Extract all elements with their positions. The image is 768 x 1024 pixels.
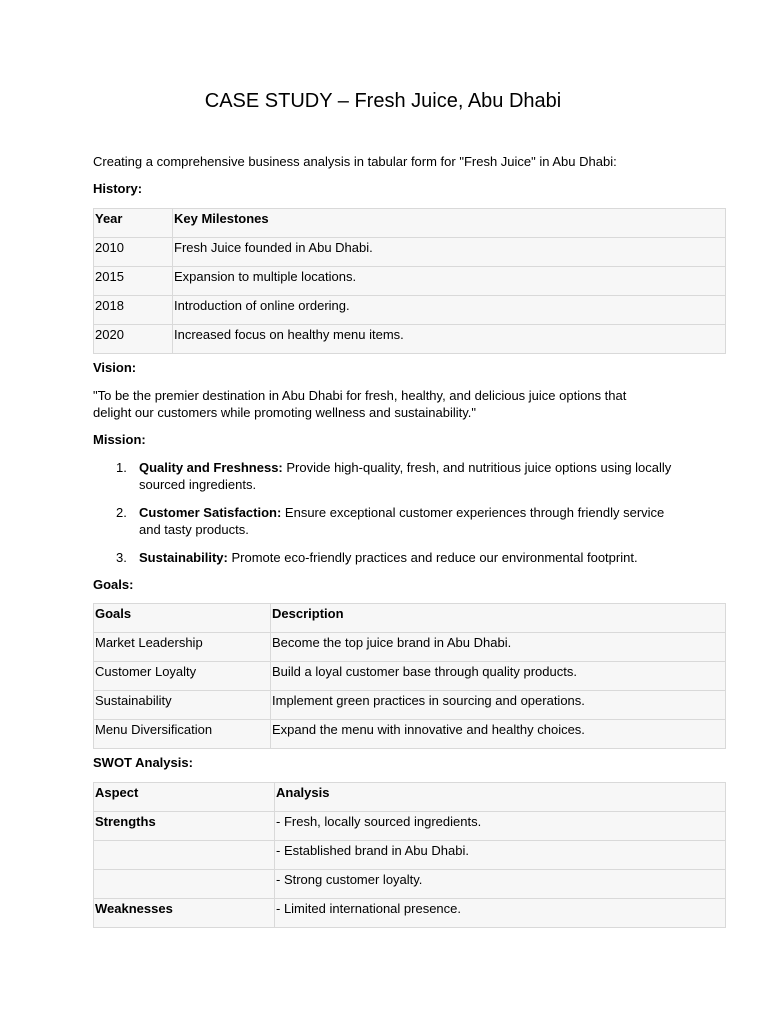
list-number: 1. bbox=[116, 460, 127, 475]
table-cell: Build a loyal customer base through quality products. bbox=[271, 662, 726, 691]
table-row bbox=[94, 870, 726, 899]
table-cell bbox=[94, 870, 275, 899]
list-item bbox=[93, 549, 679, 566]
table-cell: Menu Diversification bbox=[94, 720, 271, 749]
table-header-cell: Year bbox=[94, 209, 173, 238]
table-cell: - Fresh, locally sourced ingredients. bbox=[275, 812, 726, 841]
table-cell: Expand the menu with innovative and healthy choices. bbox=[271, 720, 726, 749]
history-table bbox=[93, 208, 726, 354]
table-header-row bbox=[94, 783, 726, 812]
table-header-cell: Goals bbox=[94, 604, 271, 633]
table-cell: Become the top juice brand in Abu Dhabi. bbox=[271, 633, 726, 662]
table-row bbox=[94, 812, 726, 841]
table-row bbox=[94, 633, 726, 662]
table-cell bbox=[94, 841, 275, 870]
table-row bbox=[94, 720, 726, 749]
goals-heading: Goals: bbox=[93, 577, 134, 592]
swot-table bbox=[93, 782, 726, 928]
swot-heading: SWOT Analysis: bbox=[93, 755, 193, 770]
table-cell: 2015 bbox=[94, 267, 173, 296]
list-item bbox=[93, 504, 679, 538]
list-item bbox=[93, 459, 679, 493]
table-cell: - Limited international presence. bbox=[275, 899, 726, 928]
table-row bbox=[94, 238, 726, 267]
vision-text: "To be the premier destination in Abu Dhabi for fresh, healthy, and delicious juice options that delight our customers while promoting wellness and sustainability." bbox=[93, 388, 627, 420]
table-row bbox=[94, 691, 726, 720]
table-cell: 2010 bbox=[94, 238, 173, 267]
table-header-row bbox=[94, 209, 726, 238]
table-header-cell: Description bbox=[271, 604, 726, 633]
list-number: 3. bbox=[116, 550, 127, 565]
table-row bbox=[94, 841, 726, 870]
table-header-cell: Key Milestones bbox=[173, 209, 726, 238]
table-cell: Strengths bbox=[94, 812, 275, 841]
list-item-text: Provide high-quality, fresh, and nutritious juice options using locally sourced ingredients. bbox=[139, 460, 672, 492]
list-item-text: Ensure exceptional customer experiences through friendly service and tasty products. bbox=[139, 505, 665, 537]
page-title: CASE STUDY – Fresh Juice, Abu Dhabi bbox=[204, 90, 562, 112]
table-cell: Customer Loyalty bbox=[94, 662, 271, 691]
table-cell: Introduction of online ordering. bbox=[173, 296, 726, 325]
list-item-label: Quality and Freshness: bbox=[139, 460, 283, 475]
goals-table bbox=[93, 603, 726, 749]
intro-text: Creating a comprehensive business analysis in tabular form for "Fresh Juice" in Abu Dhabi: bbox=[93, 154, 617, 169]
table-cell: Fresh Juice founded in Abu Dhabi. bbox=[173, 238, 726, 267]
table-cell: Increased focus on healthy menu items. bbox=[173, 325, 726, 354]
table-header-cell: Analysis bbox=[275, 783, 726, 812]
table-cell: Expansion to multiple locations. bbox=[173, 267, 726, 296]
table-row bbox=[94, 296, 726, 325]
table-cell: Implement green practices in sourcing and operations. bbox=[271, 691, 726, 720]
table-row bbox=[94, 899, 726, 928]
table-header-row bbox=[94, 604, 726, 633]
table-row bbox=[94, 662, 726, 691]
mission-heading: Mission: bbox=[93, 432, 146, 447]
table-cell: - Established brand in Abu Dhabi. bbox=[275, 841, 726, 870]
vision-heading: Vision: bbox=[93, 360, 137, 375]
table-row bbox=[94, 267, 726, 296]
table-cell: Weaknesses bbox=[94, 899, 275, 928]
list-item-label: Sustainability: bbox=[139, 550, 228, 565]
list-number: 2. bbox=[116, 505, 127, 520]
list-item-text: Promote eco-friendly practices and reduce our environmental footprint. bbox=[227, 550, 638, 565]
table-header-cell: Aspect bbox=[94, 783, 275, 812]
table-row bbox=[94, 325, 726, 354]
table-cell: Sustainability bbox=[94, 691, 271, 720]
table-cell: Market Leadership bbox=[94, 633, 271, 662]
table-cell: 2018 bbox=[94, 296, 173, 325]
table-cell: - Strong customer loyalty. bbox=[275, 870, 726, 899]
history-heading: History: bbox=[93, 181, 143, 196]
mission-list bbox=[93, 459, 693, 577]
list-item-label: Customer Satisfaction: bbox=[139, 505, 282, 520]
table-cell: 2020 bbox=[94, 325, 173, 354]
